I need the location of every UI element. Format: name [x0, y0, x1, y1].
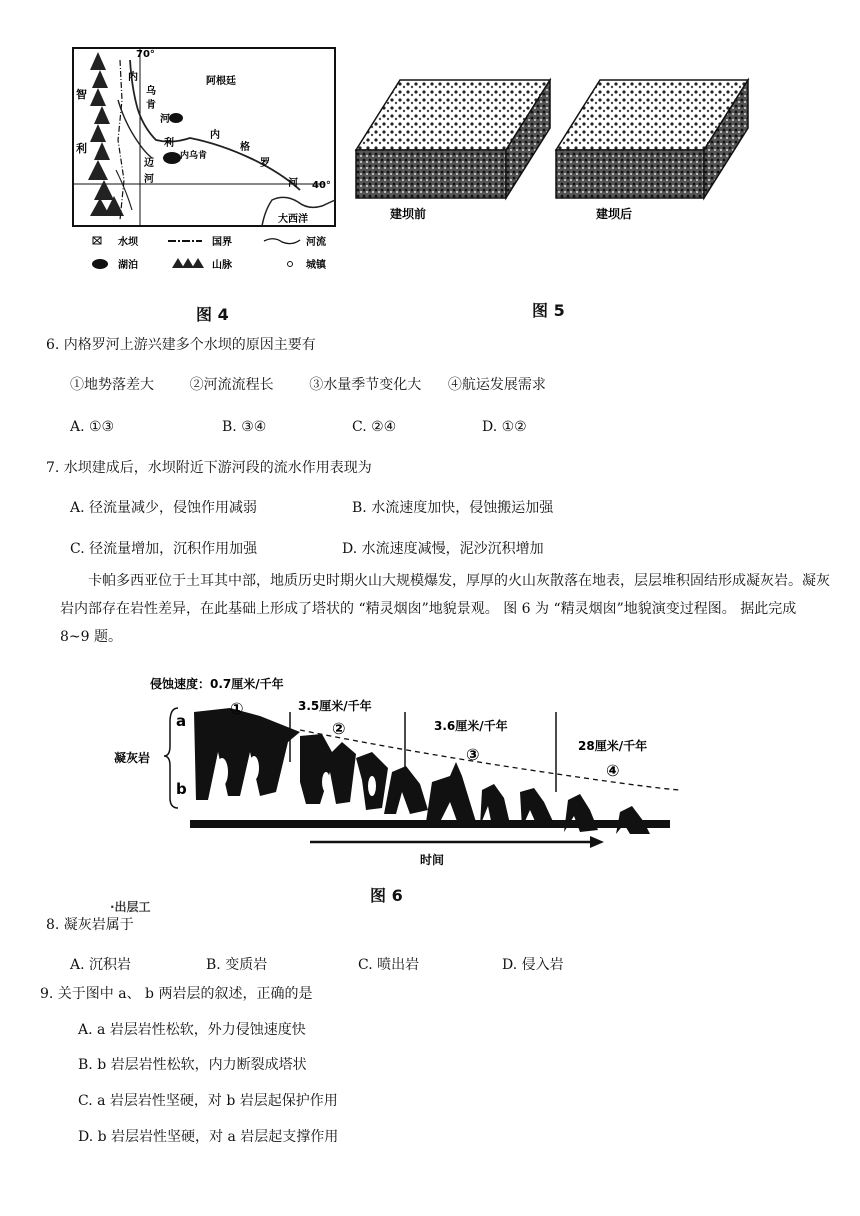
q6-option-b[interactable]: B. ③④ — [222, 419, 267, 435]
argentina-label: 阿根廷 — [206, 76, 236, 87]
figure-4-map — [60, 40, 350, 280]
chile-label-1: 智 — [76, 88, 87, 101]
legend-lake: 湖泊 — [118, 260, 138, 271]
q8-stem: 8. 凝灰岩属于 — [46, 917, 134, 933]
q9-option-c[interactable]: C. a 岩层岩性坚硬，对 b 岩层起保护作用 — [78, 1093, 338, 1109]
legend-mountain: 山脉 — [212, 260, 232, 271]
figure-5-blocks — [350, 74, 760, 234]
time-axis-label: 时间 — [420, 853, 445, 867]
figure-4-caption: 图 4 — [196, 305, 229, 324]
q8-option-a[interactable]: A. 沉积岩 — [70, 957, 132, 973]
legend-river: 河流 — [306, 237, 326, 248]
q8-option-d[interactable]: D. 侵入岩 — [502, 957, 564, 973]
figure-6-caption: 图 6 — [370, 886, 403, 905]
small-river-label: 河 — [144, 174, 154, 185]
rate-stage-4: 28厘米/千年 — [578, 739, 648, 753]
neuquen-town-label: 内乌肯 — [180, 151, 208, 161]
chile-label-2: 利 — [76, 142, 87, 155]
legend-town: 城镇 — [306, 260, 326, 271]
q8-option-b[interactable]: B. 变质岩 — [206, 957, 268, 973]
legend-dam: 水坝 — [118, 237, 138, 248]
figure-5-caption: 图 5 — [532, 301, 565, 320]
neuquen-river-char-3: 肯 — [146, 100, 156, 111]
rate-stage-1: 侵蚀速度：0.7厘米/千年 — [150, 677, 284, 691]
atlantic-label: 大西洋 — [278, 214, 308, 225]
stage-1-marker: ① — [230, 699, 244, 718]
negro-river-char-4: 河 — [288, 178, 298, 189]
figure-6-evolution — [110, 672, 710, 872]
legend-border: 国界 — [212, 237, 232, 248]
q6-stem: 6. 内格罗河上游兴建多个水坝的原因主要有 — [46, 337, 316, 353]
lat-40-label: 40° — [312, 180, 331, 191]
q7-stem: 7. 水坝建成后，水坝附近下游河段的流水作用表现为 — [46, 460, 372, 476]
q9-option-a[interactable]: A. a 岩层岩性松软，外力侵蚀速度快 — [78, 1022, 306, 1038]
before-dam-label: 建坝前 — [390, 207, 427, 221]
negro-river-char-1: 内 — [210, 130, 220, 141]
rate-stage-2: 3.5厘米/千年 — [298, 699, 372, 713]
stage-4-marker: ④ — [606, 761, 620, 780]
q6-items: ①地势落差大 ②河流流程长 ③水量季节变化大 ④航运发展需求 — [70, 377, 546, 393]
neuquen-river-char-1: 内 — [128, 72, 138, 83]
negro-river-char-2: 格 — [240, 142, 250, 153]
q9-option-b[interactable]: B. b 岩层岩性松软，内力断裂成塔状 — [78, 1057, 307, 1073]
q7-option-a[interactable]: A. 径流量减少，侵蚀作用减弱 — [70, 500, 258, 516]
stage-2-marker: ② — [332, 719, 346, 738]
q7-option-d[interactable]: D. 水流速度减慢，泥沙沉积增加 — [342, 541, 544, 557]
passage-text: 卡帕多西亚位于土耳其中部，地质历史时期火山大规模爆发，厚厚的火山灰散落在地表，层层堆积固结形成凝灰岩。凝灰岩内部存在岩性差异，在此基础上形成了塔状的 “精灵烟囱”地貌景观。 图 6 为 “精灵烟囱”地貌演变过程图。 据此完成 8~9 题。 — [60, 573, 830, 645]
after-dam-label: 建坝后 — [596, 207, 633, 221]
neuquen-river-char-4: 河 — [160, 114, 170, 125]
lat-70-label: 70° — [136, 49, 155, 60]
q7-option-b[interactable]: B. 水流速度加快，侵蚀搬运加强 — [352, 500, 554, 516]
q7-option-c[interactable]: C. 径流量增加，沉积作用加强 — [70, 541, 258, 557]
map-legend — [92, 235, 327, 271]
rate-stage-3: 3.6厘米/千年 — [434, 719, 508, 733]
layer-b-label: b — [176, 780, 187, 798]
tuff-label: 凝灰岩 — [114, 751, 151, 765]
q6-option-a[interactable]: A. ①③ — [70, 419, 115, 435]
layer-a-label: a — [176, 712, 187, 730]
q6-option-c[interactable]: C. ②④ — [352, 419, 397, 435]
negro-river-char-3: 罗 — [260, 158, 270, 169]
stray-text-fragment: ·出层工 — [110, 900, 151, 914]
q9-option-d[interactable]: D. b 岩层岩性坚硬，对 a 岩层起支撑作用 — [78, 1129, 339, 1145]
q8-option-c[interactable]: C. 喷出岩 — [358, 957, 420, 973]
stage-3-marker: ③ — [466, 745, 480, 764]
q6-option-d[interactable]: D. ①② — [482, 419, 527, 435]
neighbor-char-1: 利 — [164, 138, 174, 149]
neighbor-char-2: 迈 — [144, 158, 154, 169]
neuquen-river-char-2: 乌 — [146, 86, 156, 97]
q9-stem: 9. 关于图中 a、 b 两岩层的叙述，正确的是 — [40, 986, 313, 1002]
